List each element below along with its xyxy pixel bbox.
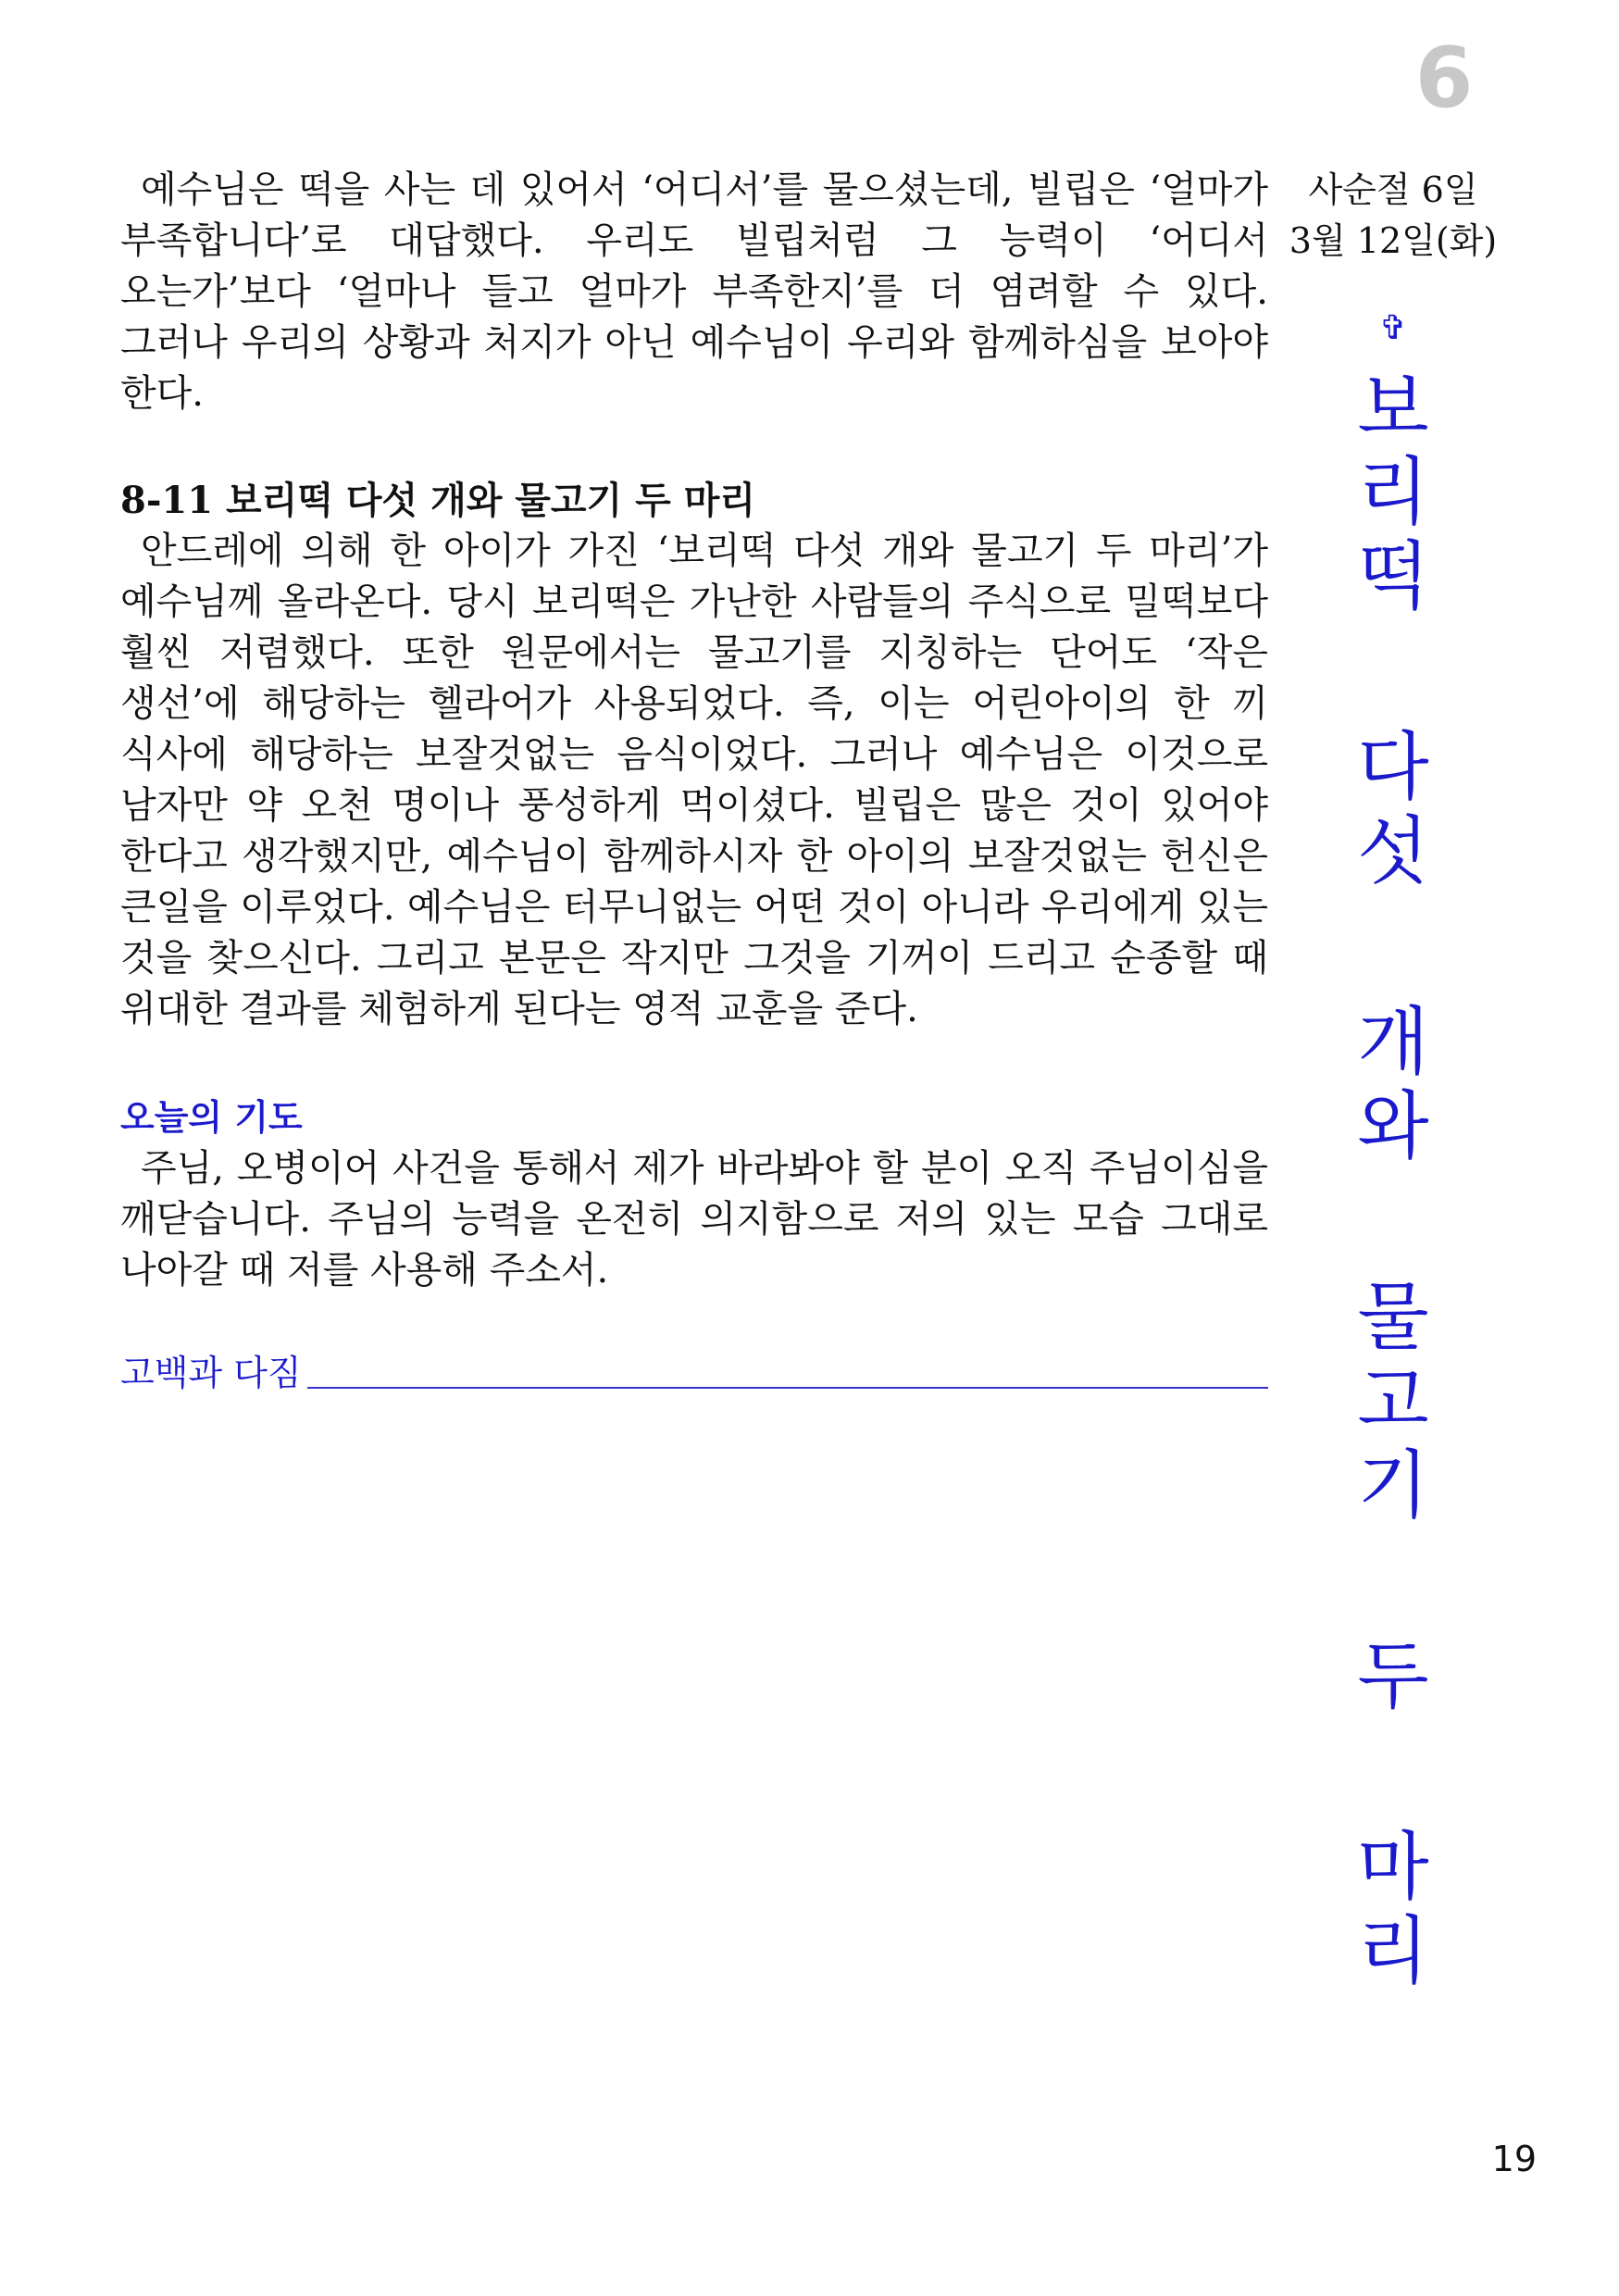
section-title: 8-11 보리떡 다섯 개와 물고기 두 마리 (120, 479, 755, 522)
vertical-title-word (1277, 1634, 1509, 1718)
vertical-title-word (1277, 366, 1509, 618)
confession-label: 고백과 다짐 (120, 1353, 302, 1393)
main-content (120, 165, 1268, 1396)
vertical-title-char: 리 (1357, 449, 1429, 535)
cross-icon: ✞ (1378, 309, 1408, 347)
vertical-title-char: 기 (1357, 1442, 1429, 1529)
vertical-title-word (1277, 725, 1509, 893)
vertical-title-word (1277, 1000, 1509, 1168)
vertical-title-gap (1277, 1718, 1509, 1825)
vertical-title-char: 고 (1357, 1358, 1429, 1444)
prayer-body: 주님, 오병이어 사건을 통해서 제가 바라봐야 할 분이 오직 주님이심을 깨닫습니다. 주님의 능력을 온전히 의지함으로 저의 있는 모습 그대로 나아갈 때 저를 사용해 주소서. (120, 1147, 1268, 1292)
vertical-title-char: 보 (1357, 365, 1429, 451)
vertical-title-char: 개 (1357, 999, 1429, 1085)
prayer-heading: 오늘의 기도 (120, 1097, 303, 1138)
vertical-title-gap (1277, 1528, 1509, 1634)
confession-writing-line (307, 1386, 1268, 1389)
vertical-title-char: 섯 (1357, 808, 1429, 894)
vertical-title-char: 떡 (1357, 533, 1429, 619)
vertical-title (1277, 366, 1509, 1993)
vertical-title-char: 물 (1357, 1274, 1429, 1360)
date-label: 3월 12일(화) (1289, 220, 1498, 261)
page-number: 19 (1491, 2139, 1537, 2179)
vertical-title-gap (1277, 618, 1509, 725)
vertical-title-gap (1277, 893, 1509, 1000)
intro-paragraph: 예수님은 떡을 사는 데 있어서 ‘어디서’를 물으셨는데, 빌립은 ‘얼마가 부족합니다’로 대답했다. 우리도 빌립처럼 그 능력이 ‘어디서 오는가’보다 ‘얼마나 들고 얼마가 부족한지’를 더 염려할 수 있다. 그러나 우리의 상황과 처지가 아닌 예수님이 우리와 함께하심을 보아야 한다. (120, 168, 1268, 415)
section-body: 안드레에 의해 한 아이가 가진 ‘보리떡 다섯 개와 물고기 두 마리’가 예수님께 올라온다. 당시 보리떡은 가난한 사람들의 주식으로 밀떡보다 훨씬 저렴했다. 또한 원문에서는 물고기를 지칭하는 단어도 ‘작은 생선’에 해당하는 헬라어가 사용되었다. 즉, 이는 어린아이의 한 끼 식사에 해당하는 보잘것없는 음식이었다. 그러나 예수님은 이것으로 남자만 약 오천 명이나 풍성하게 먹이셨다. 빌립은 많은 것이 있어야 한다고 생각했지만, 예수님이 함께하시자 한 아이의 보잘것없는 헌신은 큰일을 이루었다. 예수님은 터무니없는 어떤 것이 아니라 우리에게 있는 것을 찾으신다. 그리고 본문은 작지만 그것을 기꺼이 드리고 순종할 때 위대한 결과를 체험하게 된다는 영적 교훈을 준다. (120, 530, 1268, 1030)
confession-section (120, 1350, 1268, 1396)
vertical-title-char: 와 (1357, 1083, 1429, 1169)
chapter-number: 6 (1414, 30, 1474, 127)
side-column (1277, 165, 1509, 1993)
vertical-title-word (1277, 1825, 1509, 1993)
vertical-title-char: 리 (1357, 1908, 1429, 1994)
vertical-title-gap (1277, 1168, 1509, 1275)
lent-day-label: 사순절 6일 (1308, 169, 1478, 210)
vertical-title-word (1277, 1275, 1509, 1528)
vertical-title-char: 두 (1357, 1633, 1429, 1719)
vertical-title-char: 마 (1357, 1824, 1429, 1910)
vertical-title-char: 다 (1357, 724, 1429, 810)
